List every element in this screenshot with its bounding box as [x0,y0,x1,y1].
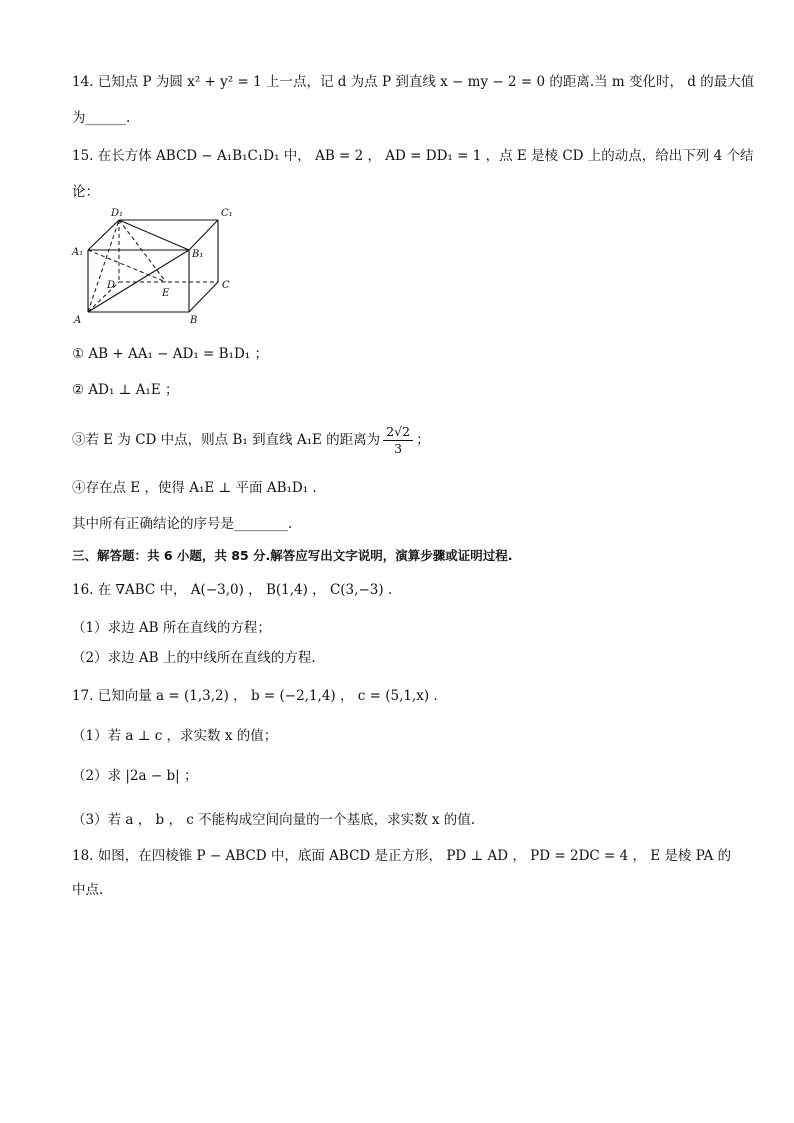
label-a1: A₁ [72,247,84,258]
q15-option4: ④存在点 E ，使得 A₁E ⊥ 平面 AB₁D₁ . [72,480,317,496]
q16-part2: （2）求边 AB 上的中线所在直线的方程. [72,650,316,666]
q17-part1: （1）若 a ⊥ c ，求实数 x 的值； [72,728,278,744]
q18-line2: 中点. [72,882,104,898]
label-d1: D₁ [111,208,124,219]
edge-c1b1 [189,220,218,250]
q17-part2: （2）求 |2a − b| ； [72,768,198,784]
label-b1: B₁ [192,249,204,260]
fraction-denominator: 3 [394,441,403,456]
diag-ad1-hidden [88,220,119,312]
section3-heading: 三、解答题：共 6 小题，共 85 分.解答应写出文字说明，演算步骤或证明过程. [72,548,513,563]
q16-part1: （1）求边 AB 所在直线的方程； [72,620,271,636]
q15-line2: 论： [72,184,99,200]
edge-bc [189,282,218,312]
cuboid-figure [68,204,243,326]
diag-ab1 [88,250,189,312]
label-c: C [222,280,230,291]
label-e: E [162,288,170,299]
q15-option3-text: ③若 E 为 CD 中点，则点 B₁ 到直线 A₁E 的距离为 [72,432,381,448]
q14-line1: 14. 已知点 P 为圆 x² + y² = 1 上一点，记 d 为点 P 到直线 x − my − 2 = 0 的距离.当 m 变化时， d 的最大值 [72,74,755,90]
q17-part3: （3）若 a ， b ， c 不能构成空间向量的一个基底，求实数 x 的值. [72,812,476,828]
q15-answer-line: 其中所有正确结论的序号是________. [72,516,293,532]
q14-line2: 为______. [72,110,131,126]
q17-stem: 17. 已知向量 a = (1,3,2) ， b = (−2,1,4) ， c = (5,1,x) . [72,688,438,704]
diag-d1b1 [119,220,189,250]
label-d: D [107,280,116,291]
label-a: A [74,315,82,326]
edge-d1a1 [88,220,119,250]
q15-option3-fraction [383,424,413,457]
q16-stem: 16. 在 ∇ABC 中， A(−3,0) ， B(1,4) ， C(3,−3) . [72,582,393,598]
q15-line1: 15. 在长方体 ABCD − A₁B₁C₁D₁ 中， AB = 2 ， AD = DD₁ = 1 ，点 E 是棱 CD 上的动点，给出下列 4 个结 [72,148,754,164]
fraction-numerator: 2√2 [383,424,413,441]
q18-line1: 18. 如图，在四棱锥 P − ABCD 中，底面 ABCD 是正方形， PD ⊥ AD ， PD = 2DC = 4 ， E 是棱 PA 的 [72,848,732,864]
label-c1: C₁ [221,208,233,219]
q15-option3-end: ； [416,432,430,448]
q15-option2: ② AD₁ ⊥ A₁E ； [72,382,179,398]
label-b: B [190,315,198,326]
q15-option1: ① AB + AA₁ − AD₁ = B₁D₁ ； [72,346,269,362]
q15-option3 [72,424,734,457]
